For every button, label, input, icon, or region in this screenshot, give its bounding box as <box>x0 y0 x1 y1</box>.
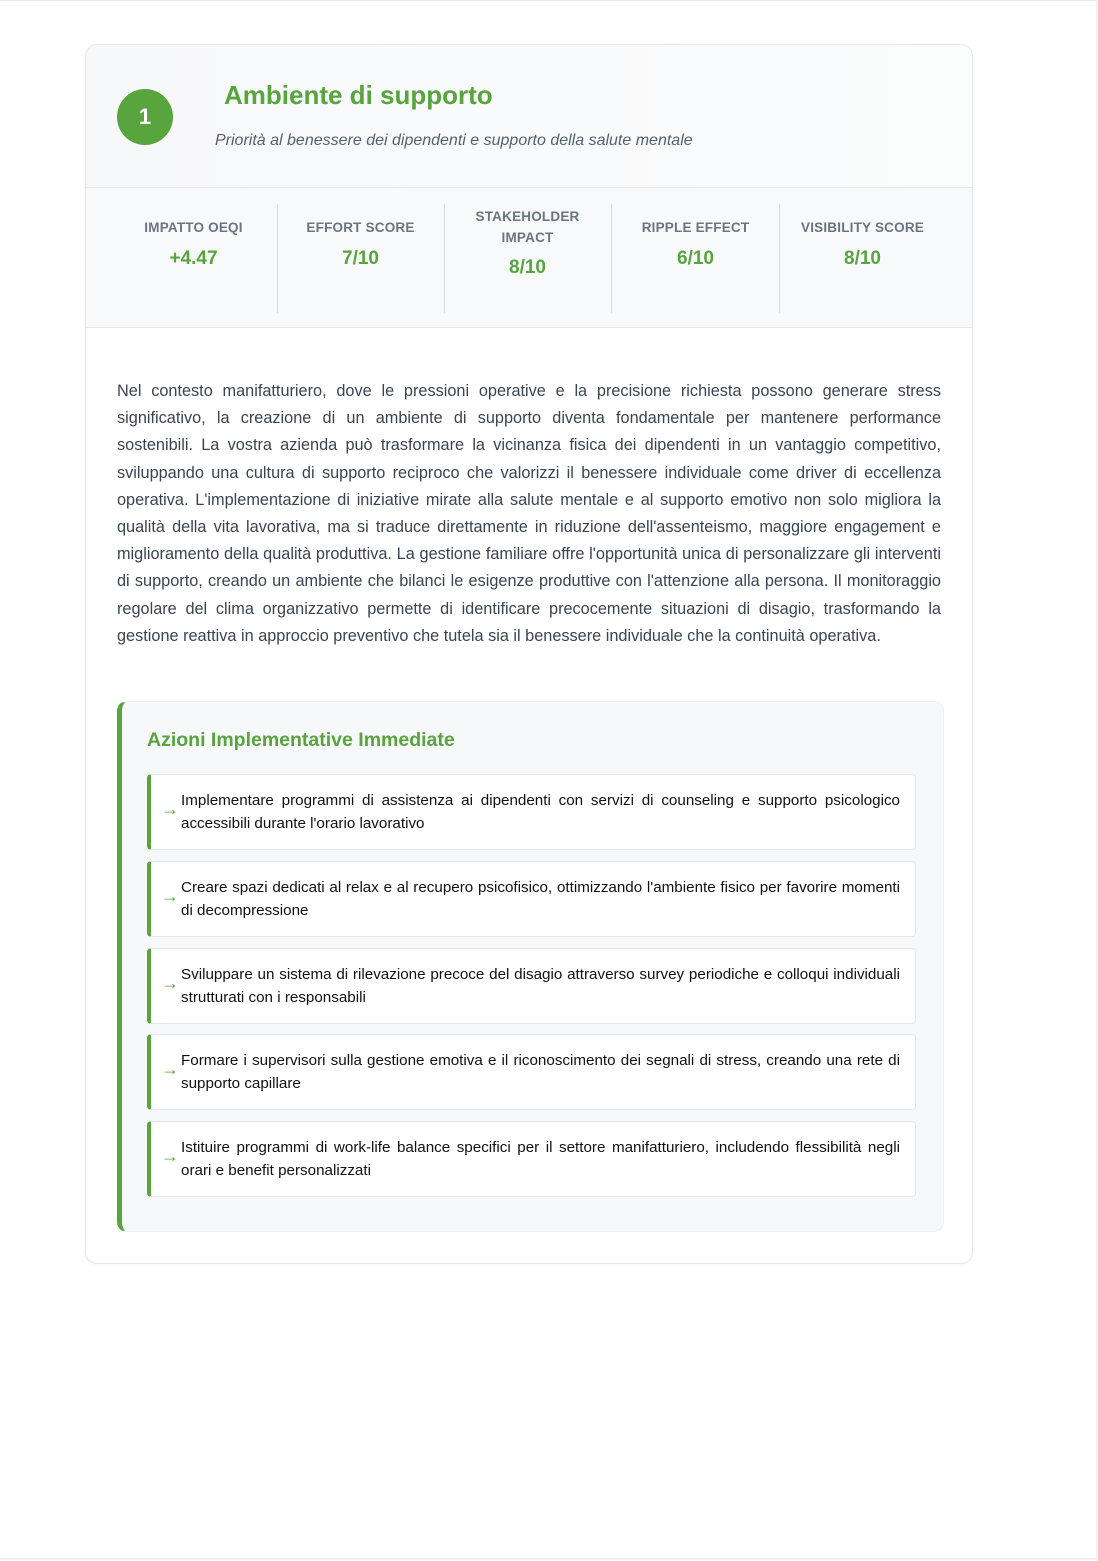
metric-label: EFFORT SCORE <box>306 220 415 235</box>
actions-title: Azioni Implementative Immediate <box>147 729 455 751</box>
action-text: Creare spazi dedicati al relax e al recupero psicofisico, ottimizzando l'ambiente fisico per favorire momenti di decompressione <box>181 879 900 919</box>
action-text: Istituire programmi di work-life balance specifici per il settore manifatturiero, includendo flessibilità negli orari e benefit personalizzati <box>181 1139 900 1179</box>
action-item <box>147 1121 916 1197</box>
action-text: Formare i supervisori sulla gestione emotiva e il riconoscimento dei segnali di stress, creando una rete di supporto capillare <box>181 1052 900 1092</box>
metric-value: 6/10 <box>677 248 714 269</box>
card-title: Ambiente di supporto <box>224 80 493 110</box>
arrow-right-icon: → <box>161 799 179 819</box>
card-subtitle: Priorità al benessere dei dipendenti e supporto della salute mentale <box>215 132 693 149</box>
metric-ripple-effect <box>612 204 780 313</box>
metric-label: IMPATTO OEQI <box>144 220 243 235</box>
metrics-row <box>86 188 972 328</box>
metric-value: +4.47 <box>169 248 218 269</box>
metric-value: 8/10 <box>509 257 546 278</box>
metric-effort-score <box>277 204 445 313</box>
arrow-right-icon: → <box>161 886 179 906</box>
metric-label: VISIBILITY SCORE <box>801 220 924 235</box>
metric-value: 7/10 <box>342 248 379 269</box>
metric-impatto-oeqi <box>110 204 278 313</box>
rank-badge: 1 <box>117 89 173 145</box>
action-item <box>147 861 916 937</box>
metric-visibility-score <box>779 204 946 313</box>
arrow-right-icon: → <box>161 1059 179 1079</box>
action-item <box>147 1034 916 1110</box>
action-text: Implementare programmi di assistenza ai dipendenti con servizi di counseling e supporto psicologico accessibili durante l'orario lavorativo <box>181 792 900 832</box>
metric-label: STAKEHOLDER IMPACT <box>475 209 580 245</box>
action-item <box>147 774 916 850</box>
recommendation-card <box>85 44 973 1264</box>
arrow-right-icon: → <box>161 973 179 993</box>
metric-value: 8/10 <box>844 248 881 269</box>
page-top-border <box>0 0 1098 1</box>
action-text: Sviluppare un sistema di rilevazione precoce del disagio attraverso survey periodiche e colloqui individuali strutturati con i responsabili <box>181 966 900 1006</box>
metric-label: RIPPLE EFFECT <box>641 220 750 235</box>
actions-panel <box>117 701 944 1232</box>
metric-stakeholder-impact <box>444 204 612 313</box>
description-paragraph: Nel contesto manifatturiero, dove le pressioni operative e la precisione richiesta possono generare stress significativo, la creazione di un ambiente di supporto diventa fondamentale per mantenere performance sostenibili. La vostra azienda può trasformare la vicinanza fisica dei dipendenti in un vantaggio competitivo, sviluppando una cultura di supporto reciproco che valorizzi il benessere individuale come driver di eccellenza operativa. L'implementazione di iniziative mirate alla salute mentale e al supporto emotivo non solo migliora la qualità della vita lavorativa, ma si traduce direttamente in riduzione dell'assenteismo, maggiore engagement e miglioramento della qualità produttiva. La gestione familiare offre l'opportunità unica di personalizzare gli interventi di supporto, creando un ambiente che bilanci le esigenze produttive con l'attenzione alla persona. Il monitoraggio regolare del clima organizzativo permette di identificare precocemente situazioni di disagio, trasformando la gestione reattiva in approccio preventivo che tutela sia il benessere individuale che la continuità operativa. <box>117 382 941 645</box>
card-header <box>86 45 972 188</box>
page-bottom-border <box>0 1558 1098 1560</box>
action-item <box>147 948 916 1024</box>
arrow-right-icon: → <box>161 1146 179 1166</box>
